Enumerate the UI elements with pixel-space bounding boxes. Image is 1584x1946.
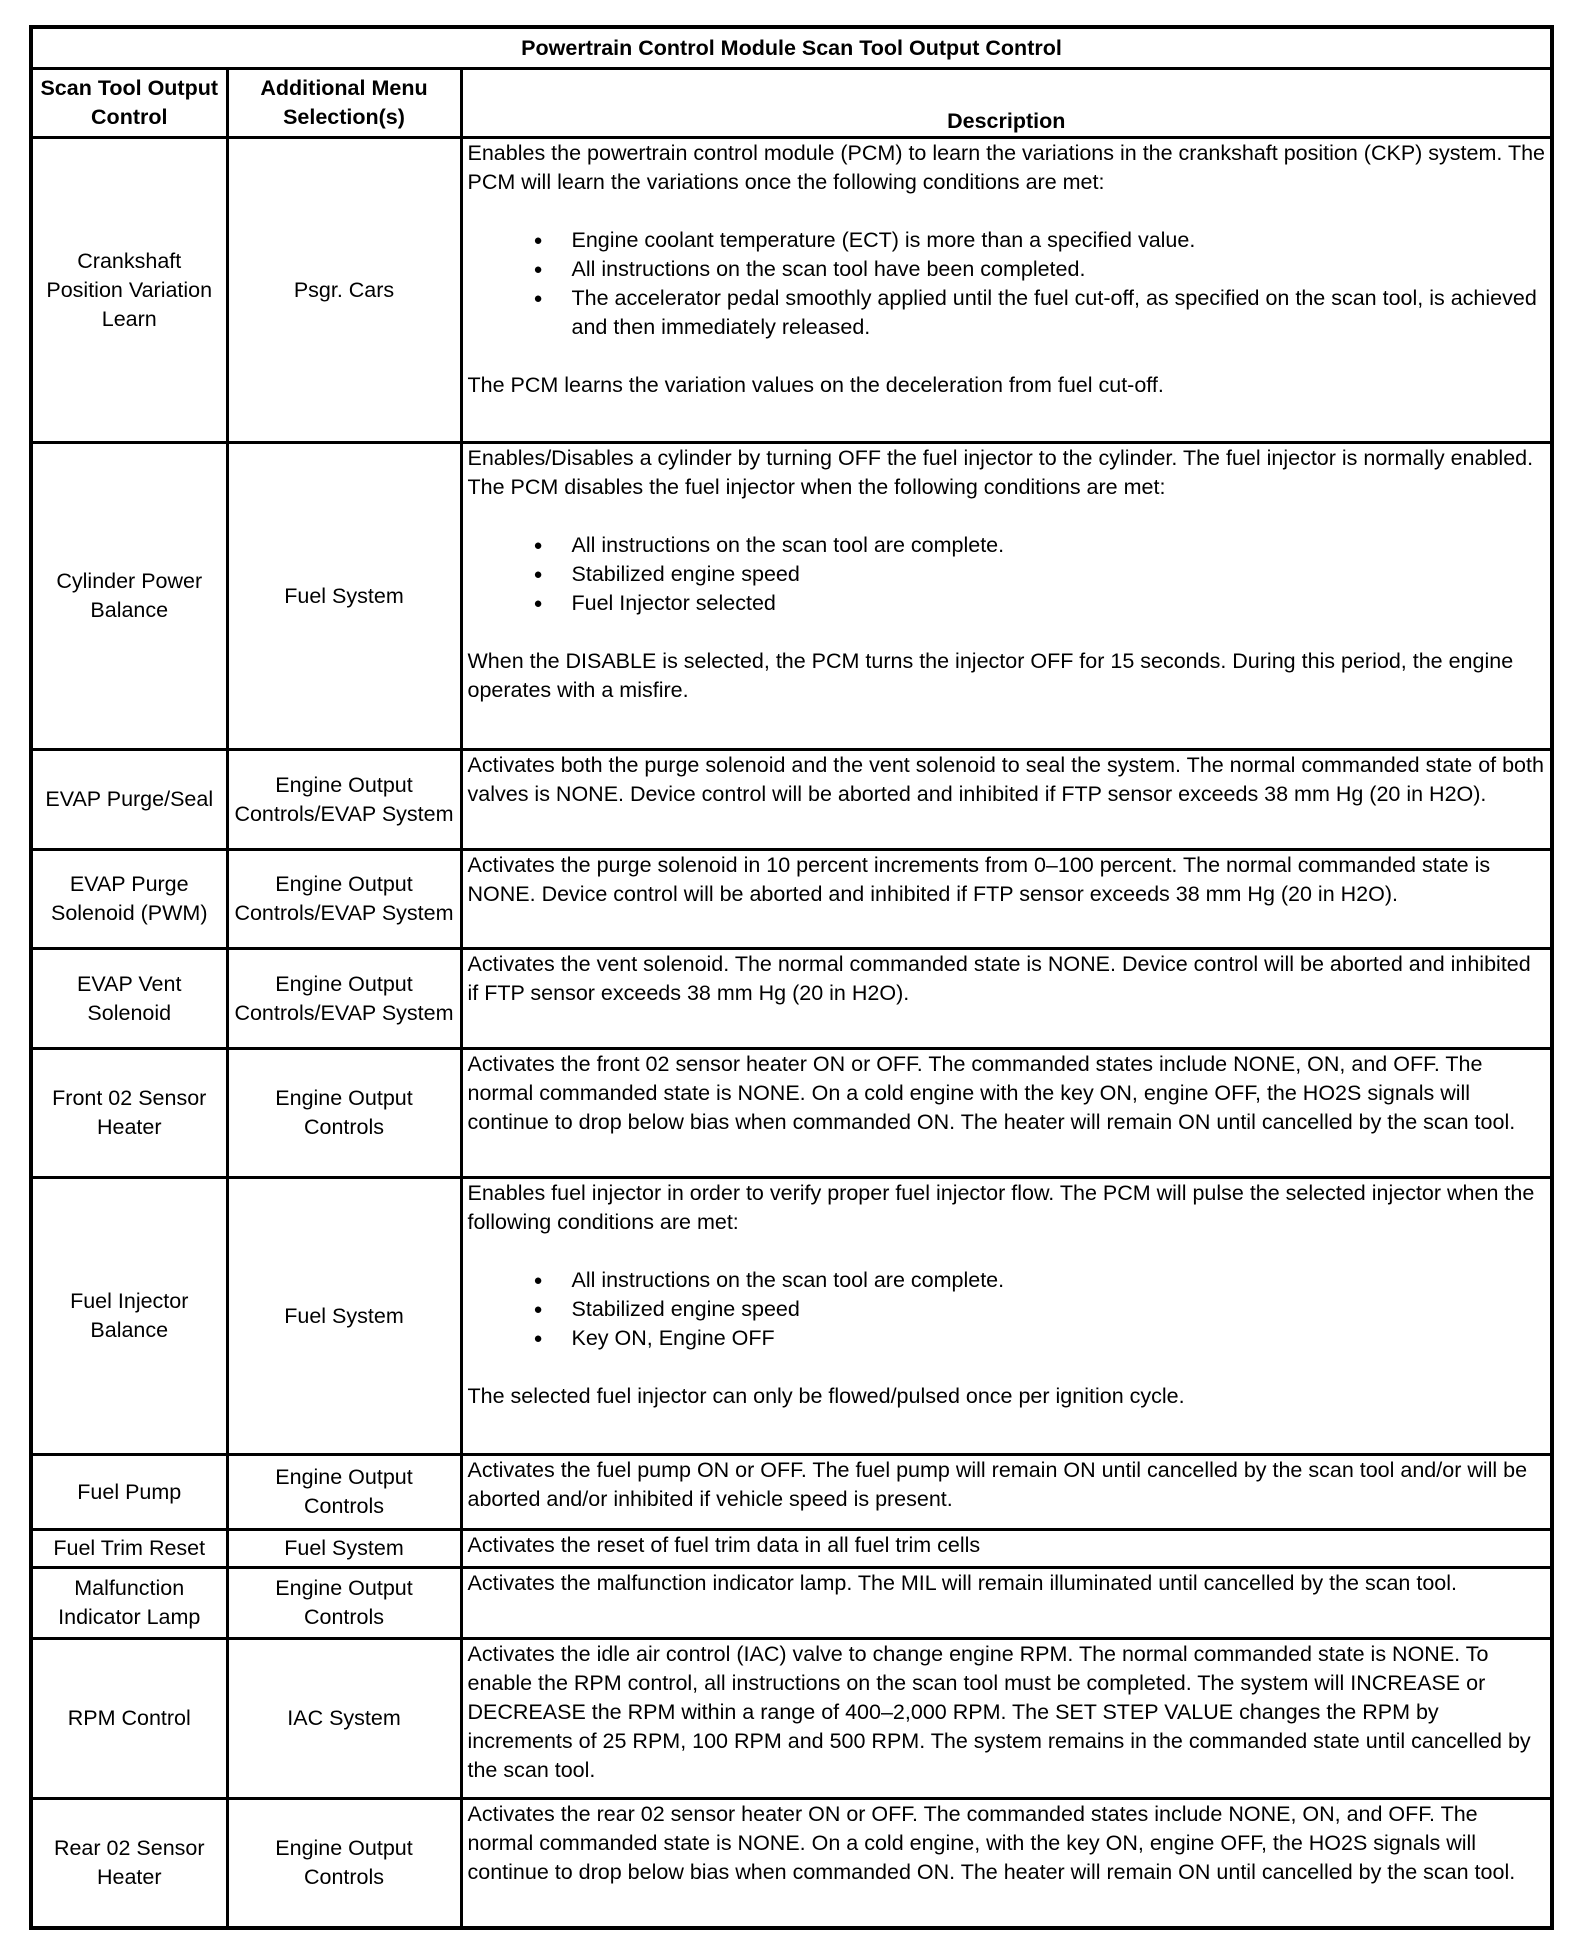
menu-selection: Engine Output Controls/EVAP System [227, 850, 461, 949]
table-row [31, 1568, 1552, 1639]
condition-item: ● Key ON, Engine OFF [468, 1324, 1547, 1353]
menu-selection: Fuel System [227, 443, 461, 750]
output-control-name: EVAP Purge/Seal [31, 750, 227, 850]
condition-item: ● All instructions on the scan tool are complete. [468, 531, 1547, 560]
condition-item: ● All instructions on the scan tool have been completed. [468, 255, 1547, 284]
condition-item: ● Stabilized engine speed [468, 560, 1547, 589]
description-outro: The selected fuel injector can only be flowed/pulsed once per ignition cycle. [467, 1384, 1185, 1408]
menu-selection: Fuel System [227, 1530, 461, 1568]
menu-selection: Engine Output Controls [227, 1568, 461, 1639]
description-intro: Activates the purge solenoid in 10 percent increments from 0–100 percent. The normal commanded state is NONE. Device control will be aborted and inhibited if FTP sensor exceeds 38 mm Hg (20 in H2O). [467, 853, 1491, 906]
condition-item: ● Engine coolant temperature (ECT) is more than a specified value. [468, 226, 1547, 255]
description-cell [461, 1639, 1552, 1799]
description-intro: Activates the front 02 sensor heater ON or OFF. The commanded states include NONE, ON, and OFF. The normal commanded state is NONE. On a cold engine with the key ON, engine OFF, the HO2S signals will continue to drop below bias when commanded ON. The heater will remain ON until cancelled by the scan tool. [467, 1052, 1516, 1134]
description-intro: Activates the vent solenoid. The normal commanded state is NONE. Device control will be aborted and inhibited if FTP sensor exceeds 38 mm Hg (20 in H2O). [467, 952, 1531, 1005]
menu-selection: Fuel System [227, 1178, 461, 1455]
output-control-name: Crankshaft Position Variation Learn [31, 138, 227, 443]
description-outro: The PCM learns the variation values on the deceleration from fuel cut-off. [467, 373, 1164, 397]
description-cell [461, 1799, 1552, 1928]
description-cell [461, 750, 1552, 850]
menu-selection: Engine Output Controls [227, 1455, 461, 1530]
description-intro: Activates the idle air control (IAC) valve to change engine RPM. The normal commanded state is NONE. To enable the RPM control, all instructions on the scan tool must be completed. The system will INCREASE or DECREASE the RPM within a range of 400–2,000 RPM. The SET STEP VALUE changes the RPM by increments of 25 RPM, 100 RPM and 500 RPM. The system remains in the commanded state until cancelled by the scan tool. [467, 1642, 1531, 1782]
table-row [31, 1049, 1552, 1178]
menu-selection: Engine Output Controls/EVAP System [227, 750, 461, 850]
menu-selection: IAC System [227, 1639, 461, 1799]
pcm-output-control-table [29, 25, 1554, 1930]
output-control-name: Fuel Pump [31, 1455, 227, 1530]
description-cell [461, 138, 1552, 443]
header-scan-tool-output-control: Scan Tool Output Control [31, 69, 227, 138]
table-row [31, 1455, 1552, 1530]
menu-selection: Engine Output Controls/EVAP System [227, 949, 461, 1049]
output-control-name: Fuel Trim Reset [31, 1530, 227, 1568]
description-intro: Activates both the purge solenoid and the vent solenoid to seal the system. The normal commanded state of both valves is NONE. Device control will be aborted and inhibited if FTP sensor exceeds 38 mm Hg (20 in H2O). [467, 753, 1544, 806]
condition-item: ● All instructions on the scan tool are complete. [468, 1266, 1547, 1295]
description-intro: Activates the rear 02 sensor heater ON or OFF. The commanded states include NONE, ON, and OFF. The normal commanded state is NONE. On a cold engine, with the key ON, engine OFF, the HO2S signals will continue to drop below bias when commanded ON. The heater will remain ON until cancelled by the scan tool. [467, 1802, 1516, 1884]
table-row [31, 1178, 1552, 1455]
menu-selection: Psgr. Cars [227, 138, 461, 443]
description-cell [461, 1049, 1552, 1178]
description-intro: Enables the powertrain control module (PCM) to learn the variations in the crankshaft position (CKP) system. The PCM will learn the variations once the following conditions are met: [467, 141, 1545, 194]
table-row [31, 850, 1552, 949]
table-row [31, 949, 1552, 1049]
description-cell [461, 1178, 1552, 1455]
description-intro: Enables/Disables a cylinder by turning OFF the fuel injector to the cylinder. The fuel injector is normally enabled. The PCM disables the fuel injector when the following conditions are met: [467, 446, 1534, 499]
output-control-name: EVAP Purge Solenoid (PWM) [31, 850, 227, 949]
output-control-name: RPM Control [31, 1639, 227, 1799]
menu-selection: Engine Output Controls [227, 1799, 461, 1928]
description-cell [461, 1455, 1552, 1530]
table-row [31, 1639, 1552, 1799]
table-row [31, 443, 1552, 750]
conditions-list [468, 226, 1547, 342]
description-cell [461, 949, 1552, 1049]
table-row [31, 1799, 1552, 1928]
table-row [31, 1530, 1552, 1568]
header-additional-menu-selections: Additional Menu Selection(s) [227, 69, 461, 138]
conditions-list [468, 531, 1547, 618]
description-intro: Enables fuel injector in order to verify proper fuel injector flow. The PCM will pulse the selected injector when the following conditions are met: [467, 1181, 1535, 1234]
output-control-name: Rear 02 Sensor Heater [31, 1799, 227, 1928]
description-intro: Activates the malfunction indicator lamp. The MIL will remain illuminated until cancelled by the scan tool. [467, 1571, 1457, 1595]
table-title: Powertrain Control Module Scan Tool Output Control [31, 27, 1552, 69]
output-control-name: Cylinder Power Balance [31, 443, 227, 750]
menu-selection: Engine Output Controls [227, 1049, 461, 1178]
header-description: Description [461, 69, 1552, 138]
output-control-name: Malfunction Indicator Lamp [31, 1568, 227, 1639]
condition-item: ● Fuel Injector selected [468, 589, 1547, 618]
output-control-name: Front 02 Sensor Heater [31, 1049, 227, 1178]
conditions-list [468, 1266, 1547, 1353]
description-cell [461, 1530, 1552, 1568]
description-intro: Activates the fuel pump ON or OFF. The fuel pump will remain ON until cancelled by the scan tool and/or will be aborted and/or inhibited if vehicle speed is present. [467, 1458, 1528, 1511]
condition-item: ● The accelerator pedal smoothly applied until the fuel cut-off, as specified on the scan tool, is achieved and then immediately released. [468, 284, 1547, 342]
condition-item: ● Stabilized engine speed [468, 1295, 1547, 1324]
table-row [31, 750, 1552, 850]
output-control-name: EVAP Vent Solenoid [31, 949, 227, 1049]
description-cell [461, 443, 1552, 750]
description-cell [461, 1568, 1552, 1639]
table-row [31, 138, 1552, 443]
description-outro: When the DISABLE is selected, the PCM turns the injector OFF for 15 seconds. During this period, the engine operates with a misfire. [467, 649, 1514, 702]
output-control-name: Fuel Injector Balance [31, 1178, 227, 1455]
description-cell [461, 850, 1552, 949]
description-intro: Activates the reset of fuel trim data in all fuel trim cells [467, 1533, 981, 1557]
